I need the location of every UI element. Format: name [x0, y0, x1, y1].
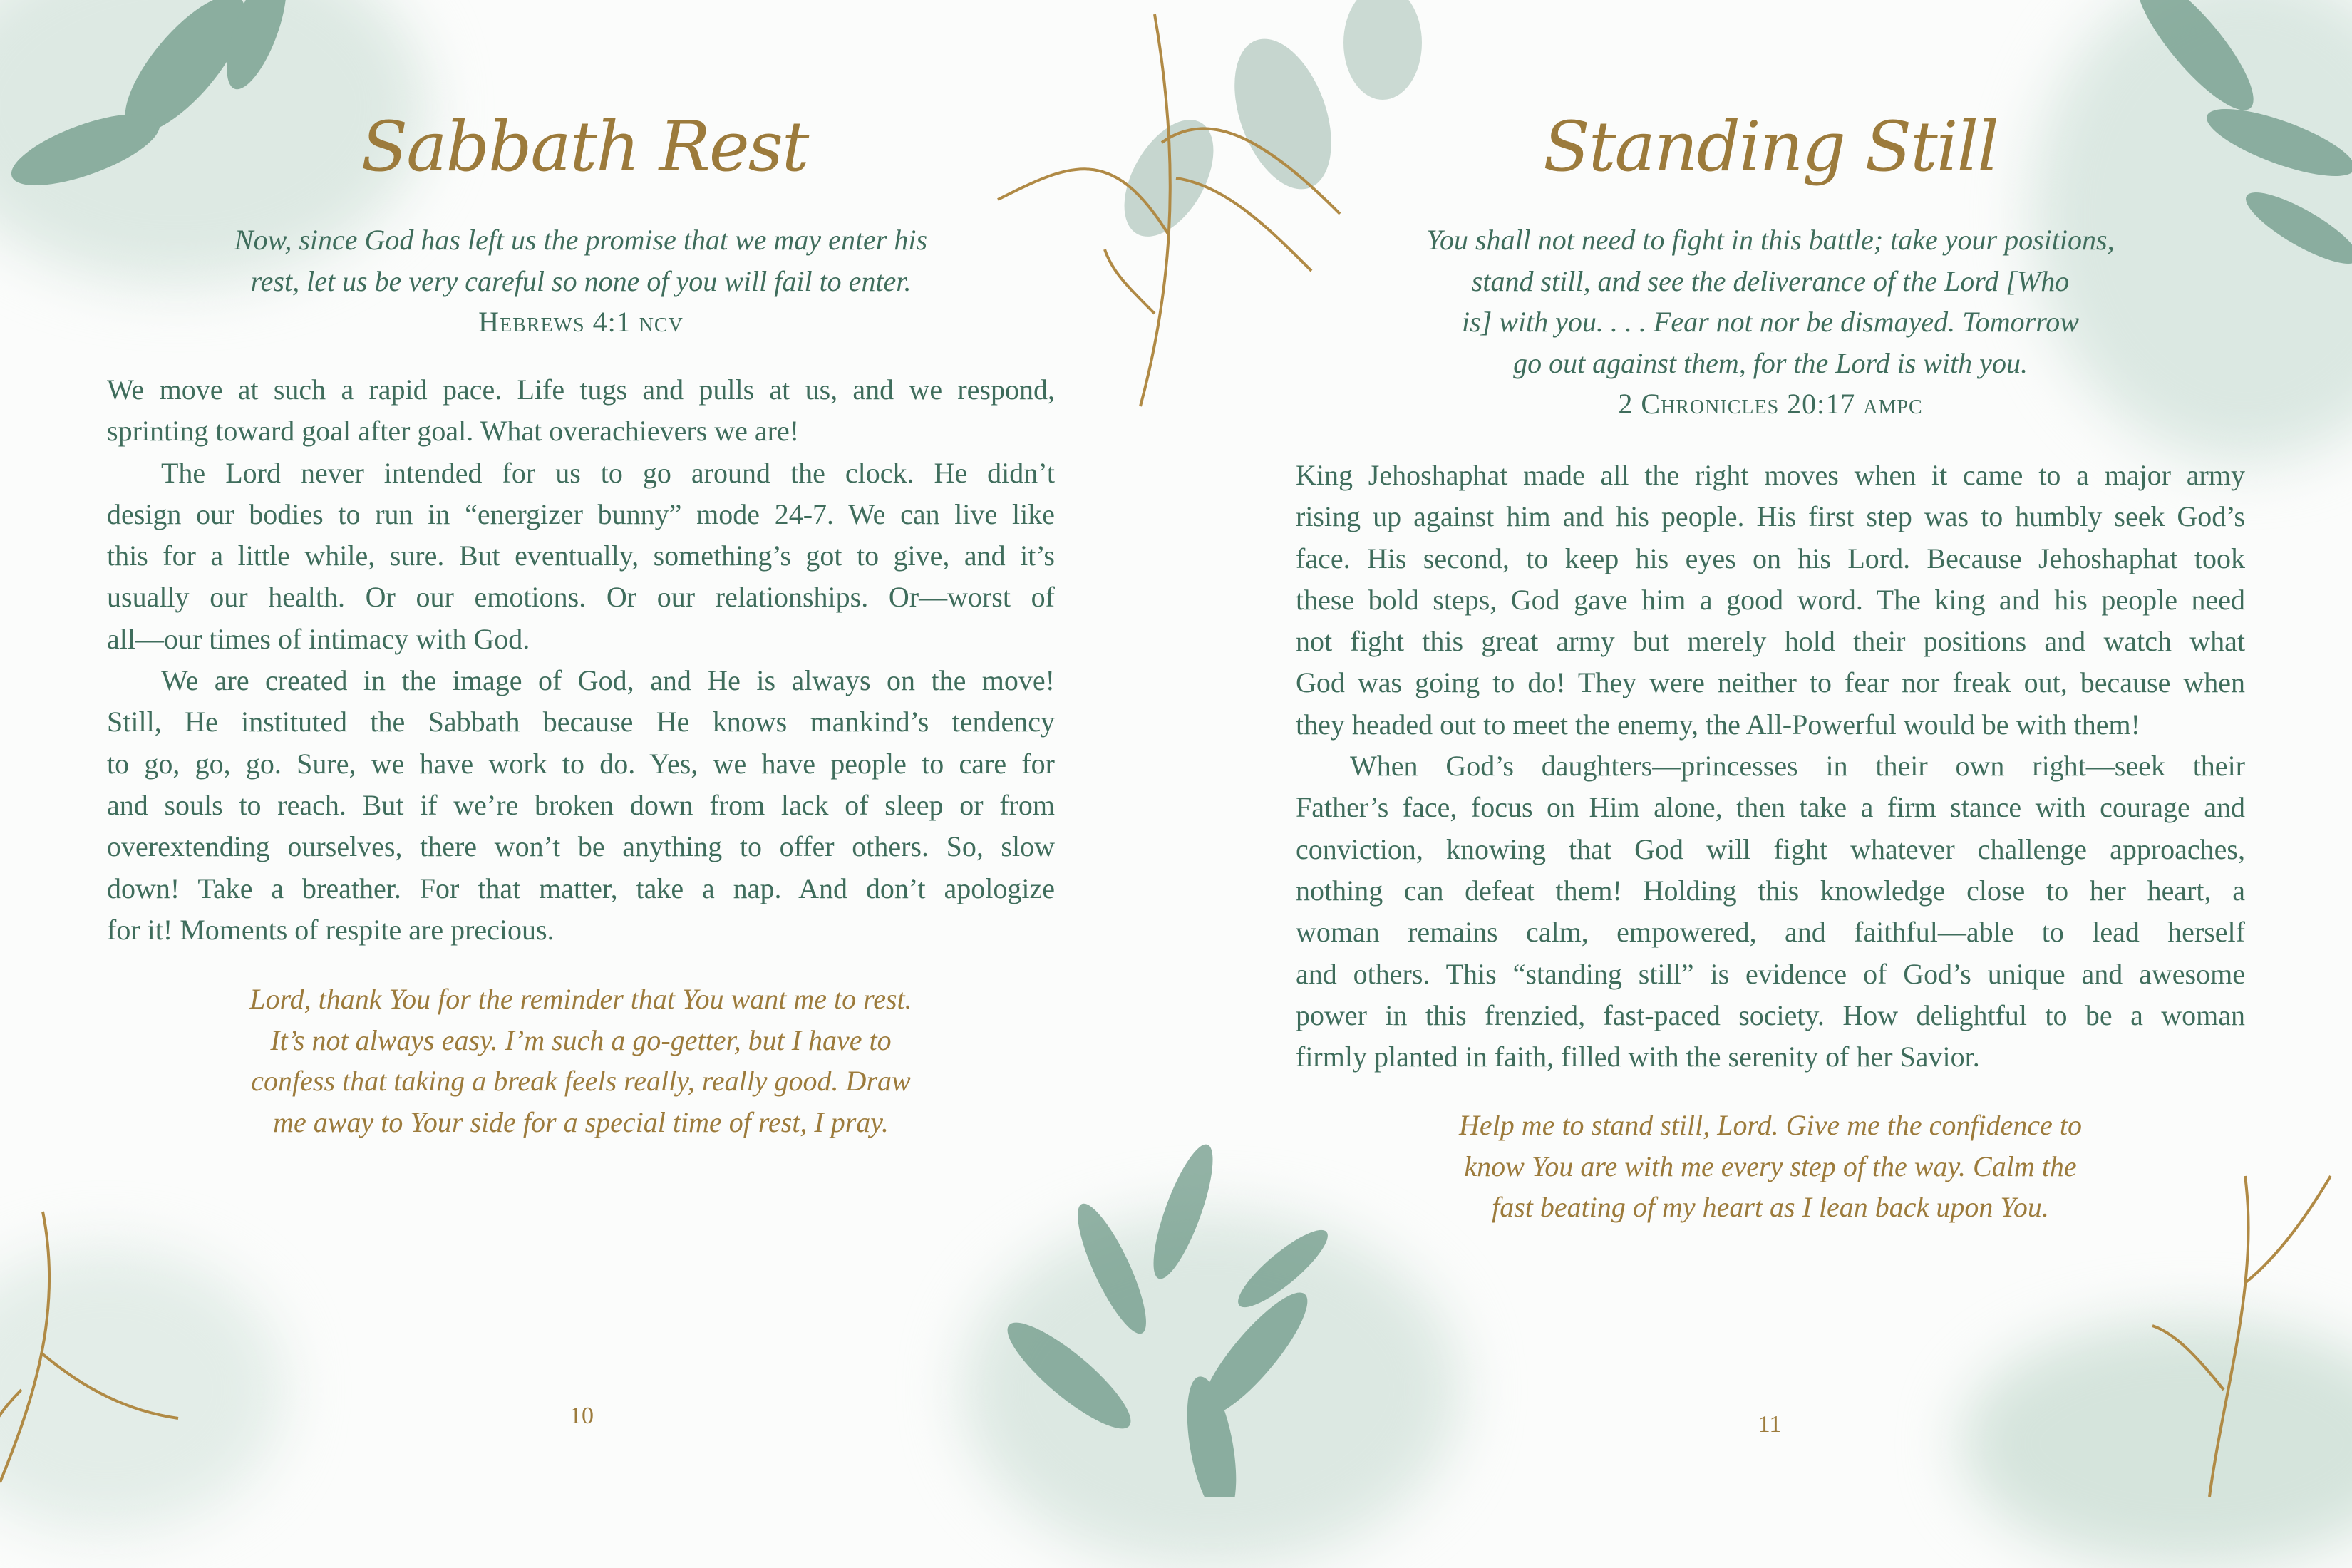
body-line: Still, He instituted the Sabbath because He knows mankind’s tendency — [107, 706, 1055, 738]
body-line: Father’s face, focus on Him alone, then take a firm stance with courage and — [1296, 791, 2245, 824]
body-line: firmly planted in faith, filled with the serenity of her Savior. — [1296, 1041, 1980, 1073]
verse-line: Now, since God has left us the promise that we may enter his — [234, 224, 928, 256]
prayer-line: It’s not always easy. I’m such a go-getter, but I have to — [270, 1023, 892, 1056]
body-line: all—our times of intimacy with God. — [107, 622, 530, 655]
body-line: for it! Moments of respite are precious. — [107, 913, 555, 946]
body-line: sprinting toward goal after goal. What overachievers we are! — [107, 415, 800, 448]
body-line: to go, go, go. Sure, we have work to do. Yes, we have people to care for — [107, 747, 1055, 780]
left-prayer — [107, 979, 1055, 1143]
verse-line: You shall not need to fight in this battle; take your positions, — [1426, 224, 2115, 256]
body-line: and souls to reach. But if we’re broken down from lack of sleep or from — [107, 788, 1055, 821]
body-line: When God’s daughters—princesses in their own right—seek their — [1350, 750, 2245, 783]
right-page-title: Standing Still — [1543, 107, 1998, 187]
body-line: this for a little while, sure. But eventually, something’s got to give, and it’s — [107, 540, 1055, 572]
body-line: rising up against him and his people. His first step was to humbly seek God’s — [1296, 500, 2245, 533]
page-number: 10 — [569, 1403, 594, 1429]
left-scripture-verse — [107, 220, 1055, 343]
body-line: The Lord never intended for us to go around the clock. He didn’t — [161, 456, 1055, 489]
verse-line: is] with you. . . . Fear not nor be dismayed. Tomorrow — [1462, 306, 2079, 338]
left-body-text — [107, 369, 1055, 951]
body-line: and others. This “standing still” is evidence of God’s unique and awesome — [1296, 957, 2245, 990]
body-line: overextending ourselves, there won’t be anything to offer others. So, slow — [107, 830, 1055, 863]
body-line: power in this frenzied, fast-paced society. How delightful to be a woman — [1296, 999, 2245, 1031]
body-line: usually our health. Or our emotions. Or our relationships. Or—worst of — [107, 581, 1055, 614]
right-prayer — [1296, 1105, 2245, 1228]
body-line: We move at such a rapid pace. Life tugs and pulls at us, and we respond, — [107, 373, 1055, 406]
body-line: not fight this great army but merely hold their positions and watch what — [1296, 625, 2245, 658]
body-line: they headed out to meet the enemy, the All-Powerful would be with them! — [1296, 708, 2140, 741]
body-line: woman remains calm, empowered, and faithful—able to lead herself — [1296, 916, 2245, 949]
right-scripture-verse — [1296, 220, 2245, 425]
verse-line: rest, let us be very careful so none of you will fail to enter. — [250, 264, 912, 297]
page-number: 11 — [1758, 1411, 1782, 1438]
verse-reference: 2 Chronicles 20:17 ampc — [1618, 388, 1923, 420]
prayer-line: Lord, thank You for the reminder that You want me to rest. — [249, 983, 912, 1015]
body-line: King Jehoshaphat made all the right moves when it came to a major army — [1296, 459, 2245, 491]
verse-reference: Hebrews 4:1 ncv — [478, 306, 684, 338]
right-body-text — [1296, 455, 2245, 1078]
body-line: God was going to do! They were neither to fear nor freak out, because when — [1296, 666, 2245, 699]
verse-line: stand still, and see the deliverance of the Lord [Who — [1471, 264, 2070, 297]
prayer-line: confess that taking a break feels really, really good. Draw — [251, 1065, 911, 1097]
body-line: conviction, knowing that God will fight whatever challenge approaches, — [1296, 832, 2245, 865]
body-line: face. His second, to keep his eyes on his Lord. Because Jehoshaphat took — [1296, 542, 2245, 574]
body-line: nothing can defeat them! Holding this knowledge close to her heart, a — [1296, 874, 2245, 907]
left-page-title: Sabbath Rest — [361, 107, 808, 187]
body-line: down! Take a breather. For that matter, take a nap. And don’t apologize — [107, 872, 1055, 904]
verse-line: go out against them, for the Lord is with you. — [1513, 346, 2028, 379]
prayer-line: fast beating of my heart as I lean back upon You. — [1492, 1191, 2049, 1223]
prayer-line: Help me to stand still, Lord. Give me the confidence to — [1459, 1109, 2082, 1141]
prayer-line: know You are with me every step of the way. Calm the — [1464, 1150, 2077, 1182]
body-line: these bold steps, God gave him a good word. The king and his people need — [1296, 583, 2245, 616]
prayer-line: me away to Your side for a special time of rest, I pray. — [273, 1105, 889, 1138]
body-line: We are created in the image of God, and He is always on the move! — [161, 664, 1055, 697]
body-line: design our bodies to run in “energizer bunny” mode 24-7. We can live like — [107, 497, 1055, 530]
